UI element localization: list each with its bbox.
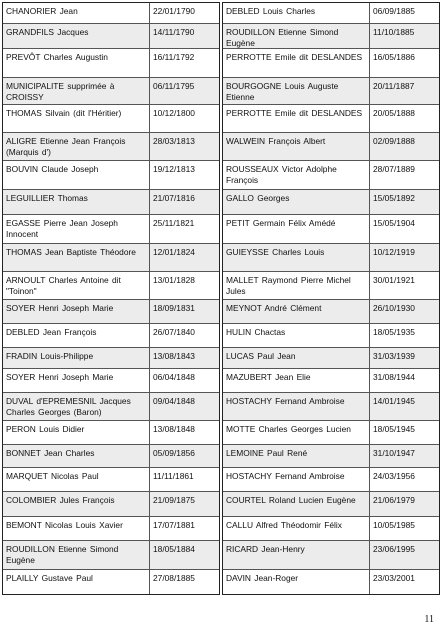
table-row: [223, 3, 439, 24]
term-date: 23/03/2001: [373, 573, 415, 583]
mayor-name: GALLO Georges: [223, 190, 370, 214]
term-date: 13/08/1848: [153, 424, 195, 434]
term-date: 12/01/1824: [153, 247, 195, 257]
table-row: [223, 421, 439, 445]
table-row: [3, 570, 219, 594]
mayor-name: ALIGRE Etienne Jean François (Marquis d'): [3, 133, 150, 160]
mayor-name: PETIT Germain Félix Amédé: [223, 215, 370, 243]
table-row: [3, 348, 219, 369]
term-date: 21/07/1816: [153, 193, 195, 203]
mayor-name: MALLET Raymond Pierre Michel Jules: [223, 272, 370, 299]
table-row: [223, 570, 439, 594]
term-date: 31/08/1944: [373, 372, 415, 382]
table-row: [3, 468, 219, 492]
table-row: [3, 517, 219, 541]
mayor-name: PERROTTE Emile dit DESLANDES: [223, 105, 370, 132]
term-date: 05/09/1856: [153, 448, 195, 458]
mayor-name: HOSTACHY Fernand Ambroise: [223, 393, 370, 420]
table-row: [3, 24, 219, 49]
term-date: 27/08/1885: [153, 573, 195, 583]
table-row: [3, 215, 219, 244]
table-row: [223, 324, 439, 348]
mayor-name: FRADIN Louis-Philippe: [3, 348, 150, 368]
term-date: 09/04/1848: [153, 396, 195, 406]
term-date: 17/07/1881: [153, 520, 195, 530]
table-row: [223, 190, 439, 215]
term-date: 15/05/1892: [373, 193, 415, 203]
table-row: [223, 541, 439, 570]
term-date: 13/01/1828: [153, 275, 195, 285]
term-date: 06/11/1795: [153, 81, 195, 91]
table-row: [3, 272, 219, 300]
mayor-name: MOTTE Charles Georges Lucien: [223, 421, 370, 444]
table-row: [223, 49, 439, 78]
term-date: 11/10/1885: [373, 27, 415, 37]
term-date: 06/09/1885: [373, 6, 415, 16]
term-date: 20/05/1888: [373, 108, 415, 118]
right-column: [222, 2, 440, 595]
term-date: 16/05/1886: [373, 52, 415, 62]
table-row: [3, 105, 219, 133]
table-row: [223, 300, 439, 324]
term-date: 18/09/1831: [153, 303, 195, 313]
term-date: 14/11/1790: [153, 27, 195, 37]
table-row: [223, 393, 439, 421]
left-column: [2, 2, 220, 595]
term-date: 19/12/1813: [153, 164, 195, 174]
term-date: 31/10/1947: [373, 448, 415, 458]
mayor-name: HULIN Chactas: [223, 324, 370, 347]
table-row: [223, 445, 439, 468]
mayor-name: MUNICIPALITE supprimée à CROISSY: [3, 78, 150, 104]
table-row: [3, 324, 219, 348]
term-date: 18/05/1935: [373, 327, 415, 337]
mayor-name: GRANDFILS Jacques: [3, 24, 150, 48]
mayor-name: ARNOULT Charles Antoine dit "Toinon": [3, 272, 150, 299]
table-row: [3, 78, 219, 105]
mayor-name: GUIEYSSE Charles Louis: [223, 244, 370, 271]
term-date: 30/01/1921: [373, 275, 415, 285]
table-row: [3, 133, 219, 161]
page-number: 11: [424, 614, 434, 625]
term-date: 26/07/1840: [153, 327, 195, 337]
mayor-name: SOYER Henri Joseph Marie: [3, 369, 150, 392]
mayor-name: BOUVIN Claude Joseph: [3, 161, 150, 189]
mayor-name: BONNET Jean Charles: [3, 445, 150, 467]
table-row: [3, 161, 219, 190]
mayor-name: LUCAS Paul Jean: [223, 348, 370, 368]
term-date: 18/05/1884: [153, 544, 195, 554]
table-row: [3, 190, 219, 215]
mayor-name: THOMAS Jean Baptiste Théodore: [3, 244, 150, 271]
mayor-name: ROUSSEAUX Victor Adolphe François: [223, 161, 370, 189]
mayor-name: PREVÔT Charles Augustin: [3, 49, 150, 77]
term-date: 21/09/1875: [153, 495, 195, 505]
term-date: 28/03/1813: [153, 136, 195, 146]
term-date: 06/04/1848: [153, 372, 195, 382]
table-row: [3, 541, 219, 570]
term-date: 16/11/1792: [153, 52, 195, 62]
mayor-name: MAZUBERT Jean Elie: [223, 369, 370, 392]
table-row: [223, 78, 439, 105]
mayor-name: LEGUILLIER Thomas: [3, 190, 150, 214]
term-date: 21/06/1979: [373, 495, 415, 505]
term-date: 02/09/1888: [373, 136, 415, 146]
term-date: 10/05/1985: [373, 520, 415, 530]
mayor-name: LEMOINE Paul René: [223, 445, 370, 467]
table-row: [223, 215, 439, 244]
mayor-name: DAVIN Jean-Roger: [223, 570, 370, 594]
table-row: [223, 161, 439, 190]
mayor-name: SOYER Henri Joseph Marie: [3, 300, 150, 323]
mayor-name: COLOMBIER Jules François: [3, 492, 150, 516]
mayor-name: DEBLED Jean François: [3, 324, 150, 347]
term-date: 14/01/1945: [373, 396, 415, 406]
table-row: [223, 105, 439, 133]
mayor-name: BEMONT Nicolas Louis Xavier: [3, 517, 150, 540]
mayors-table: [2, 2, 440, 595]
table-row: [223, 133, 439, 161]
term-date: 13/08/1843: [153, 351, 195, 361]
term-date: 24/03/1956: [373, 471, 415, 481]
mayor-name: DUVAL d'EPREMESNIL Jacques Charles Georges (Baron): [3, 393, 150, 420]
mayor-name: ROUDILLON Etienne Simond Eugène: [3, 541, 150, 569]
term-date: 31/03/1939: [373, 351, 415, 361]
mayor-name: PLAILLY Gustave Paul: [3, 570, 150, 594]
mayor-name: RICARD Jean-Henry: [223, 541, 370, 569]
table-row: [3, 300, 219, 324]
table-row: [3, 492, 219, 517]
table-row: [3, 3, 219, 24]
mayor-name: CALLU Alfred Théodomir Félix: [223, 517, 370, 540]
table-row: [223, 24, 439, 49]
table-row: [3, 49, 219, 78]
table-row: [3, 421, 219, 445]
mayor-name: BOURGOGNE Louis Auguste Etienne: [223, 78, 370, 104]
mayor-name: DEBLED Louis Charles: [223, 3, 370, 23]
mayor-name: ROUDILLON Etienne Simond Eugène: [223, 24, 370, 48]
table-row: [3, 244, 219, 272]
mayor-name: COURTEL Roland Lucien Eugène: [223, 492, 370, 516]
table-row: [3, 369, 219, 393]
table-row: [3, 445, 219, 468]
mayor-name: THOMAS Silvain (dit l'Héritier): [3, 105, 150, 132]
mayor-name: EGASSE Pierre Jean Joseph Innocent: [3, 215, 150, 243]
term-date: 11/11/1861: [153, 471, 194, 481]
table-row: [3, 393, 219, 421]
term-date: 26/10/1930: [373, 303, 415, 313]
table-row: [223, 517, 439, 541]
mayor-name: MEYNOT André Clément: [223, 300, 370, 323]
table-row: [223, 468, 439, 492]
mayor-name: PERON Louis Didier: [3, 421, 150, 444]
table-row: [223, 348, 439, 369]
term-date: 18/05/1945: [373, 424, 415, 434]
term-date: 10/12/1919: [373, 247, 415, 257]
mayor-name: CHANORIER Jean: [3, 3, 150, 23]
term-date: 15/05/1904: [373, 218, 415, 228]
table-row: [223, 244, 439, 272]
term-date: 25/11/1821: [153, 218, 195, 228]
term-date: 22/01/1790: [153, 6, 195, 16]
mayor-name: WALWEIN François Albert: [223, 133, 370, 160]
table-row: [223, 492, 439, 517]
term-date: 28/07/1889: [373, 164, 415, 174]
term-date: 23/06/1995: [373, 544, 415, 554]
table-row: [223, 272, 439, 300]
term-date: 20/11/1887: [373, 81, 415, 91]
mayor-name: MARQUET Nicolas Paul: [3, 468, 150, 491]
mayor-name: HOSTACHY Fernand Ambroise: [223, 468, 370, 491]
term-date: 10/12/1800: [153, 108, 195, 118]
mayor-name: PERROTTE Emile dit DESLANDES: [223, 49, 370, 77]
table-row: [223, 369, 439, 393]
